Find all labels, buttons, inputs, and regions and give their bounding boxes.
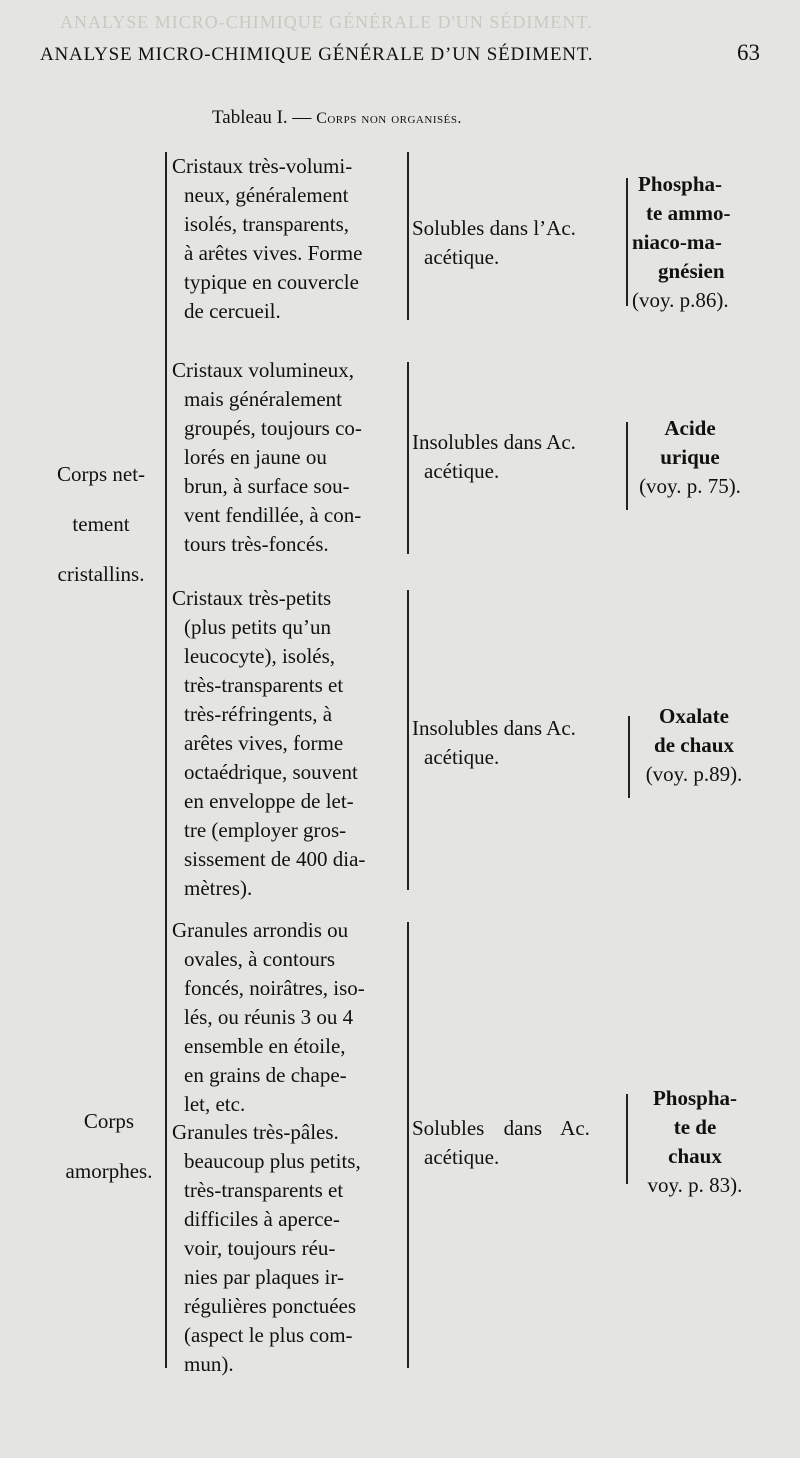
- text-line: nies par plaques ir-: [184, 1265, 344, 1289]
- rule-right-1: [626, 178, 628, 306]
- text-line: brun, à surface sou-: [184, 474, 350, 498]
- row-2-result: [630, 414, 750, 501]
- text-line: Insolubles dans Ac.: [412, 716, 576, 740]
- result-name-line: Acide: [664, 416, 716, 440]
- text-line: Granules très-pâles.: [172, 1120, 339, 1144]
- text-line: Granules arrondis ou: [172, 918, 349, 942]
- text-line: Solubles dans l’Ac.: [412, 216, 576, 240]
- text-line: foncés, noirâtres, iso-: [184, 976, 365, 1000]
- text-line: régulières ponctuées: [184, 1294, 357, 1318]
- rule-mid-3: [407, 590, 409, 890]
- rule-mid-4: [407, 922, 409, 1368]
- text-line: en enveloppe de let-: [184, 789, 354, 813]
- text-line: acétique.: [424, 1145, 500, 1169]
- result-name-line: urique: [660, 445, 720, 469]
- table-title-rest: Corps non organisés.: [316, 110, 462, 127]
- row-1-result: [632, 170, 772, 315]
- text-line: arêtes vives, forme: [184, 731, 344, 755]
- text-line: à arêtes vives. Forme: [184, 241, 363, 265]
- result-ref: (voy. p.86).: [632, 288, 729, 312]
- text-line: ensemble en étoile,: [184, 1034, 346, 1058]
- rule-right-2: [626, 422, 628, 510]
- row-3-result: [632, 702, 756, 789]
- group-line: cristallins.: [57, 562, 145, 586]
- rule-right-3: [628, 716, 630, 798]
- row-1-description: [172, 152, 405, 326]
- text-line: très-transparents et: [184, 673, 344, 697]
- text-line: Insolubles dans Ac.: [412, 430, 576, 454]
- result-ref: (voy. p.89).: [645, 762, 743, 786]
- text-line: let, etc.: [184, 1092, 246, 1116]
- text-line: ovales, à contours: [184, 947, 336, 971]
- text-line: Solubles dans Ac.: [412, 1116, 590, 1140]
- group-line: Corps: [83, 1109, 135, 1133]
- result-ref: voy. p. 83).: [647, 1173, 743, 1197]
- text-line: leucocyte), isolés,: [184, 644, 336, 668]
- row-2-solubility: [412, 428, 624, 486]
- text-line: très-réfringents, à: [184, 702, 333, 726]
- text-line: (aspect le plus com-: [184, 1323, 353, 1347]
- text-line: mun).: [184, 1352, 234, 1376]
- rule-mid-1: [407, 152, 409, 320]
- rule-mid-2: [407, 362, 409, 554]
- result-name-line: chaux: [668, 1144, 722, 1168]
- row-2-description: [172, 356, 405, 559]
- text-line: groupés, toujours co-: [184, 416, 362, 440]
- text-line: lorés en jaune ou: [184, 445, 327, 469]
- text-line: tours très-foncés.: [184, 532, 329, 556]
- rule-right-4: [626, 1094, 628, 1184]
- group-line: Corps net-: [56, 462, 146, 486]
- text-line: Cristaux très-petits: [172, 586, 332, 610]
- text-line: acétique.: [424, 245, 500, 269]
- row-5-result: [632, 1084, 758, 1200]
- text-line: acétique.: [424, 745, 500, 769]
- page-number: 63: [737, 40, 760, 65]
- text-line: isolés, transparents,: [184, 212, 350, 236]
- row-5-solubility: [412, 1114, 624, 1172]
- row-3-description: [172, 584, 405, 903]
- row-1-solubility: [412, 214, 624, 272]
- row-4-description: [172, 916, 405, 1119]
- text-line: tre (employer gros-: [184, 818, 347, 842]
- text-line: neux, généralement: [184, 183, 349, 207]
- table-title-prefix: Tableau I. —: [212, 107, 312, 128]
- result-name-line: Phospha-: [638, 172, 723, 196]
- text-line: difficiles à aperce-: [184, 1207, 340, 1231]
- text-line: mais généralement: [184, 387, 343, 411]
- text-line: acétique.: [424, 459, 500, 483]
- row-5-description: [172, 1118, 405, 1379]
- row-3-solubility: [412, 714, 624, 772]
- text-line: (plus petits qu’un: [184, 615, 331, 639]
- result-ref: (voy. p. 75).: [639, 474, 741, 498]
- result-name-line: te ammo-: [646, 201, 731, 225]
- group-label-amorphous: [50, 1107, 168, 1186]
- running-head: [40, 40, 760, 66]
- text-line: vent fendillée, à con-: [184, 503, 362, 527]
- result-name-line: Oxalate: [659, 704, 729, 728]
- text-line: sissement de 400 dia-: [184, 847, 366, 871]
- result-name-line: te de: [673, 1115, 717, 1139]
- group-line: amorphes.: [65, 1159, 153, 1183]
- text-line: très-transparents et: [184, 1178, 344, 1202]
- group-line: tement: [72, 512, 130, 536]
- text-line: Cristaux très-volumi-: [172, 154, 353, 178]
- table-title: [212, 107, 462, 129]
- text-line: octaédrique, souvent: [184, 760, 358, 784]
- result-name-line: de chaux: [654, 733, 734, 757]
- group-label-crystalline: [40, 460, 162, 589]
- result-name-line: Phospha-: [652, 1086, 738, 1110]
- show-through-text: ANALYSE MICRO-CHIMIQUE GÉNÉRALE D'UN SÉDIMENT.: [60, 12, 593, 32]
- text-line: Cristaux volumineux,: [172, 358, 354, 382]
- text-line: en grains de chape-: [184, 1063, 347, 1087]
- text-line: voir, toujours réu-: [184, 1236, 336, 1260]
- text-line: typique en couvercle: [184, 270, 359, 294]
- text-line: de cercueil.: [184, 299, 281, 323]
- text-line: beaucoup plus petits,: [184, 1149, 361, 1173]
- text-line: mètres).: [184, 876, 253, 900]
- result-name-line: gnésien: [658, 259, 725, 283]
- result-name-line: niaco-ma-: [632, 230, 722, 254]
- text-line: lés, ou réunis 3 ou 4: [184, 1005, 354, 1029]
- running-title: ANALYSE MICRO-CHIMIQUE GÉNÉRALE D’UN SÉDIMENT.: [40, 44, 594, 65]
